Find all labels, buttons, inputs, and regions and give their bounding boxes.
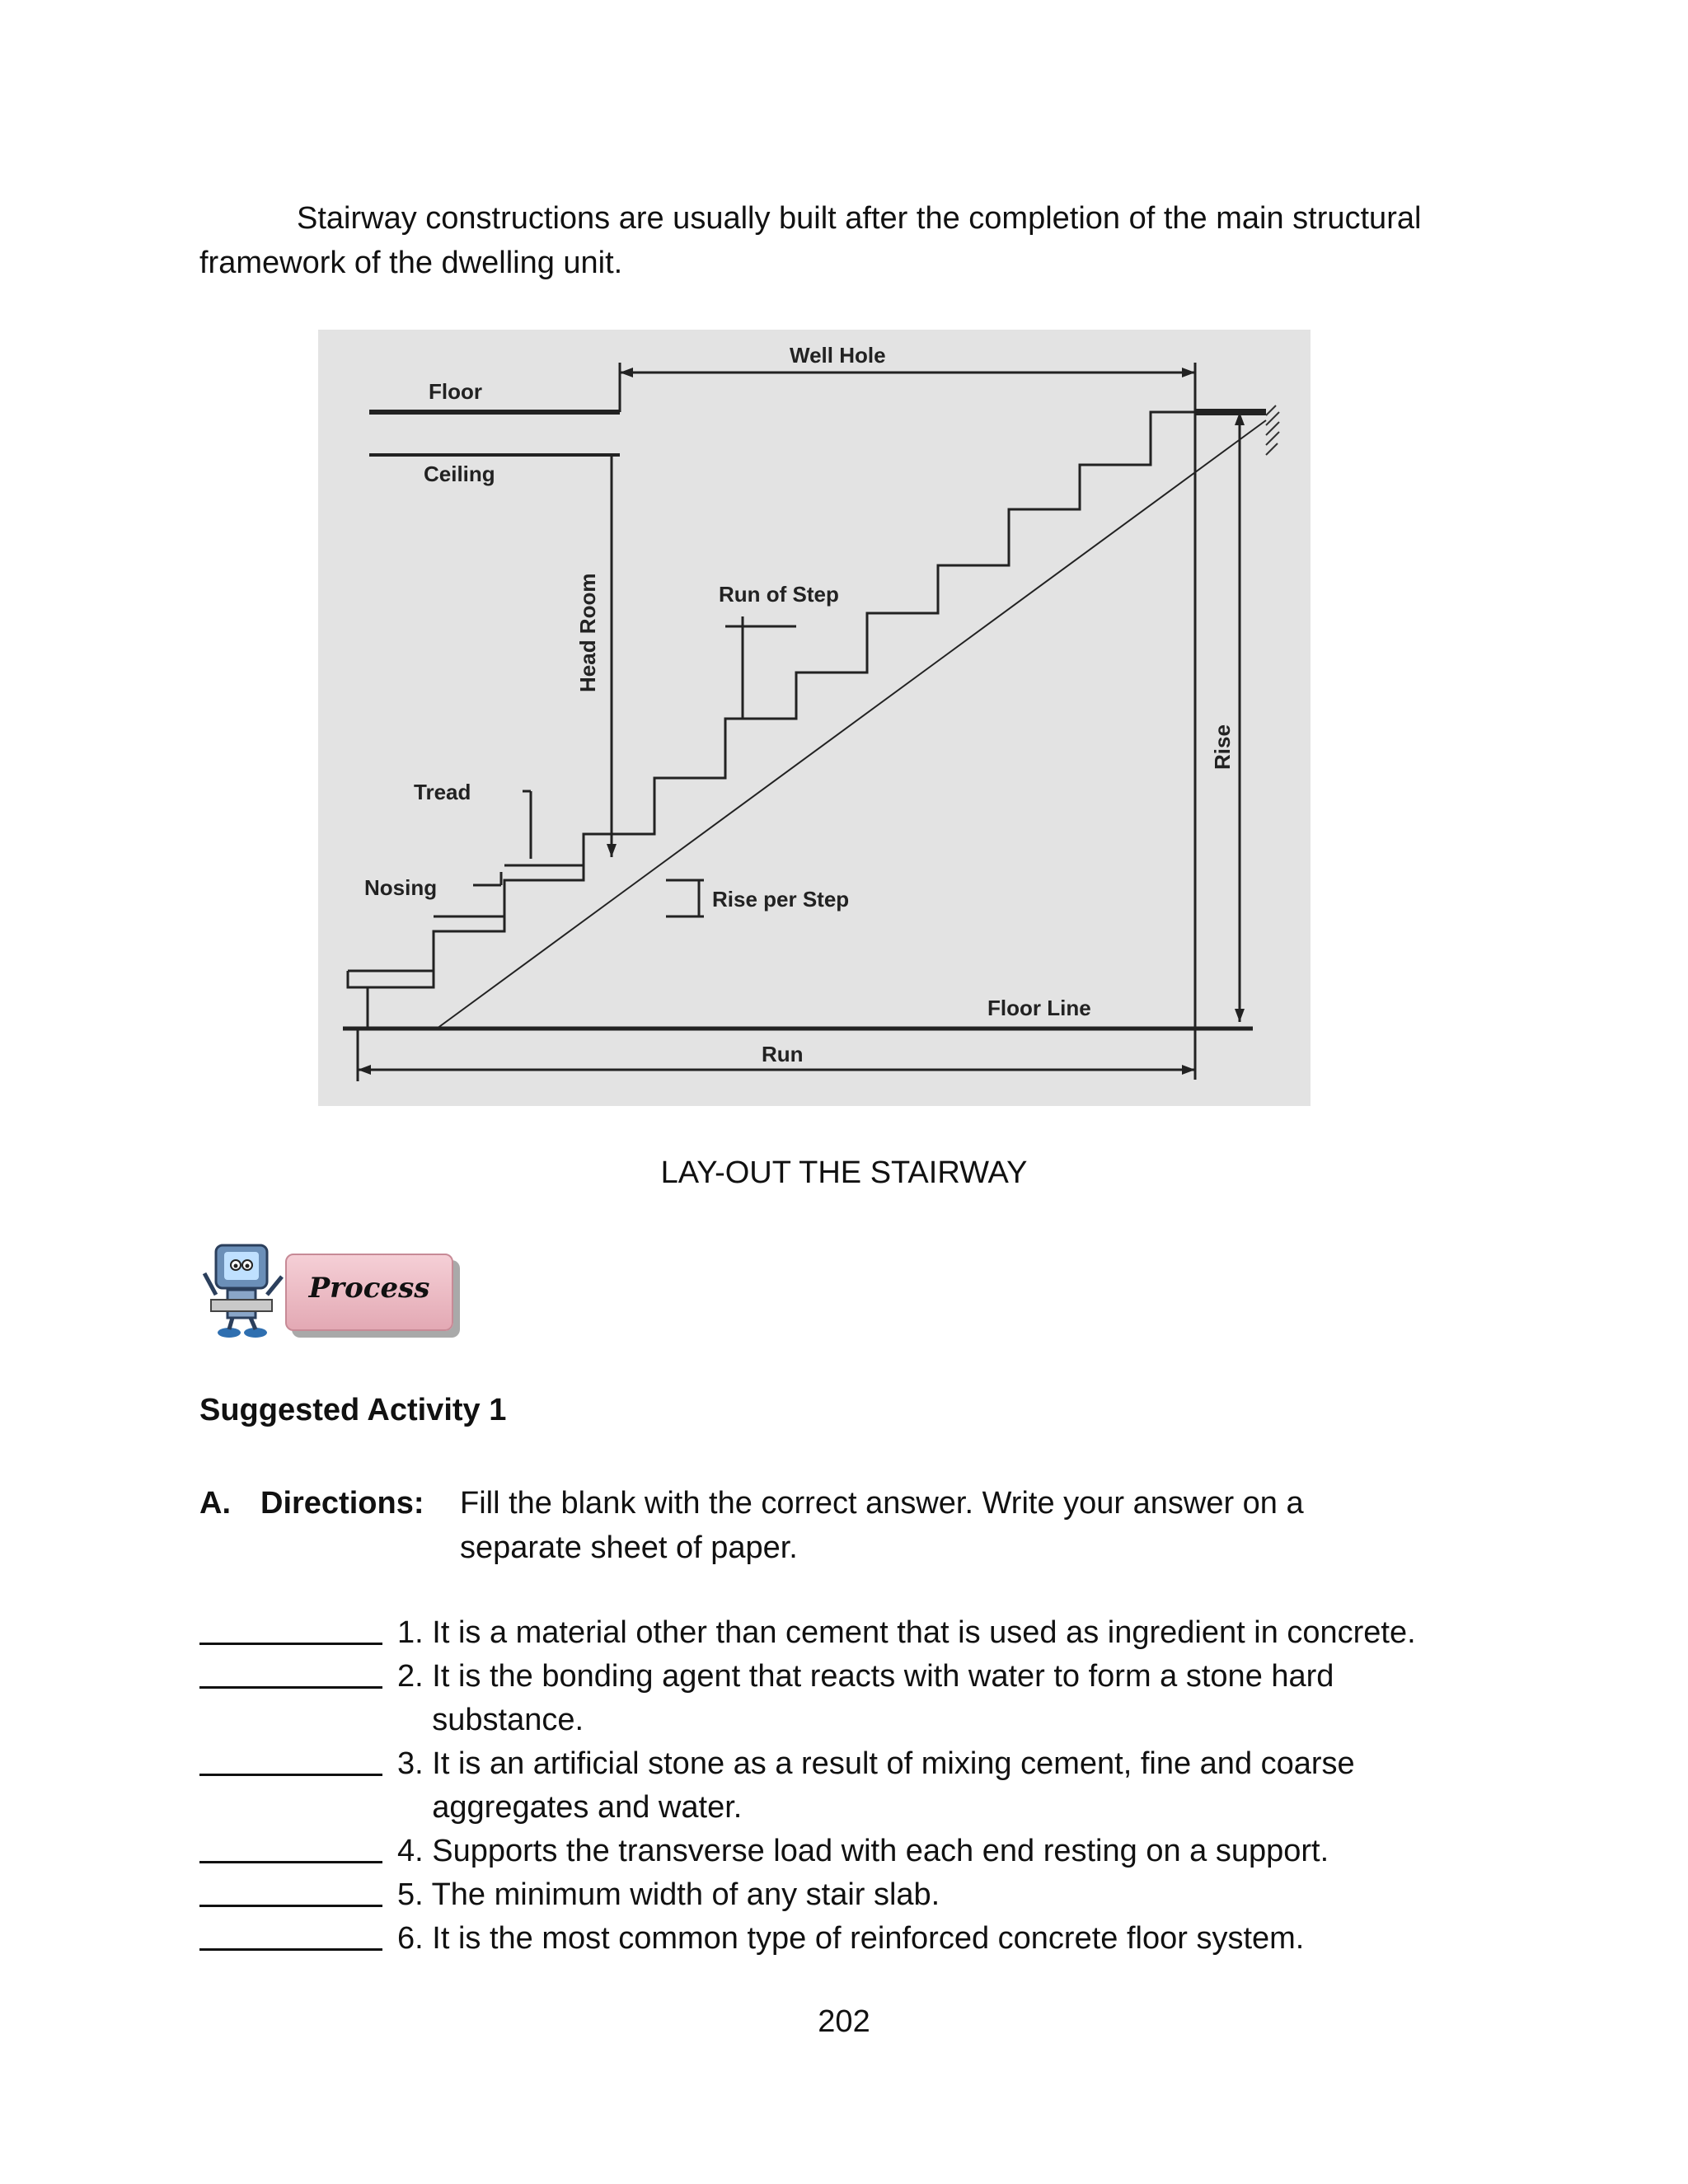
label-ceiling: Ceiling (424, 462, 495, 486)
question-item (199, 1742, 1518, 1830)
question-text: It is the bonding agent that reacts with water to form a stone hard substance. (432, 1659, 1334, 1737)
label-floor-line: Floor Line (987, 996, 1091, 1020)
label-floor: Floor (429, 379, 482, 404)
computer-mascot-icon (199, 1240, 290, 1343)
question-text: It is a material other than cement that is used as ingredient in concrete. (432, 1615, 1416, 1650)
answer-blank[interactable] (199, 1861, 382, 1863)
answer-blank[interactable] (199, 1643, 382, 1645)
page-number: 202 (818, 2004, 870, 2039)
label-rise: Rise (1210, 724, 1235, 770)
process-badge (199, 1240, 463, 1347)
question-text: Supports the transverse load with each end resting on a support. (432, 1834, 1329, 1868)
answer-blank[interactable] (199, 1774, 382, 1776)
question-text: It is the most common type of reinforced concrete floor system. (432, 1921, 1305, 1956)
question-number: 6. (397, 1921, 424, 1956)
label-head-room: Head Room (575, 573, 600, 692)
intro-paragraph: Stairway constructions are usually built after the completion of the main structural framework of the dwelling unit. (199, 201, 1422, 280)
question-item (199, 1917, 1518, 1961)
directions-letter: A. (199, 1486, 231, 1521)
answer-blank[interactable] (199, 1905, 382, 1907)
label-tread: Tread (414, 780, 471, 804)
question-number: 3. (397, 1746, 424, 1781)
label-nosing: Nosing (364, 875, 438, 900)
question-number: 1. (397, 1615, 424, 1650)
directions-text: Fill the blank with the correct answer. Write your answer on a separate sheet of paper. (460, 1486, 1304, 1565)
question-item (199, 1655, 1518, 1742)
question-item (199, 1611, 1518, 1655)
figure-caption: LAY-OUT THE STAIRWAY (660, 1155, 1028, 1190)
label-well-hole: Well Hole (790, 343, 886, 368)
process-label: Process (308, 1272, 430, 1305)
answer-blank[interactable] (199, 1948, 382, 1951)
label-run: Run (762, 1042, 804, 1066)
slope-line (437, 420, 1266, 1029)
question-text: It is an artificial stone as a result of mixing cement, fine and coarse aggregates and water. (432, 1746, 1355, 1825)
question-text: The minimum width of any stair slab. (431, 1877, 940, 1912)
question-number: 5. (397, 1877, 424, 1912)
question-number: 2. (397, 1659, 424, 1694)
answer-blank[interactable] (199, 1686, 382, 1689)
question-list (199, 1611, 1518, 1961)
activity-heading: Suggested Activity 1 (199, 1393, 507, 1427)
directions-label: Directions: (260, 1486, 424, 1521)
question-item (199, 1830, 1518, 1873)
stairway-diagram (318, 330, 1311, 1106)
label-rise-per-step: Rise per Step (712, 887, 850, 912)
question-number: 4. (397, 1834, 424, 1868)
question-item (199, 1873, 1518, 1917)
stairway-drawing (318, 330, 1311, 1106)
process-card (285, 1254, 453, 1331)
label-run-of-step: Run of Step (719, 582, 839, 607)
